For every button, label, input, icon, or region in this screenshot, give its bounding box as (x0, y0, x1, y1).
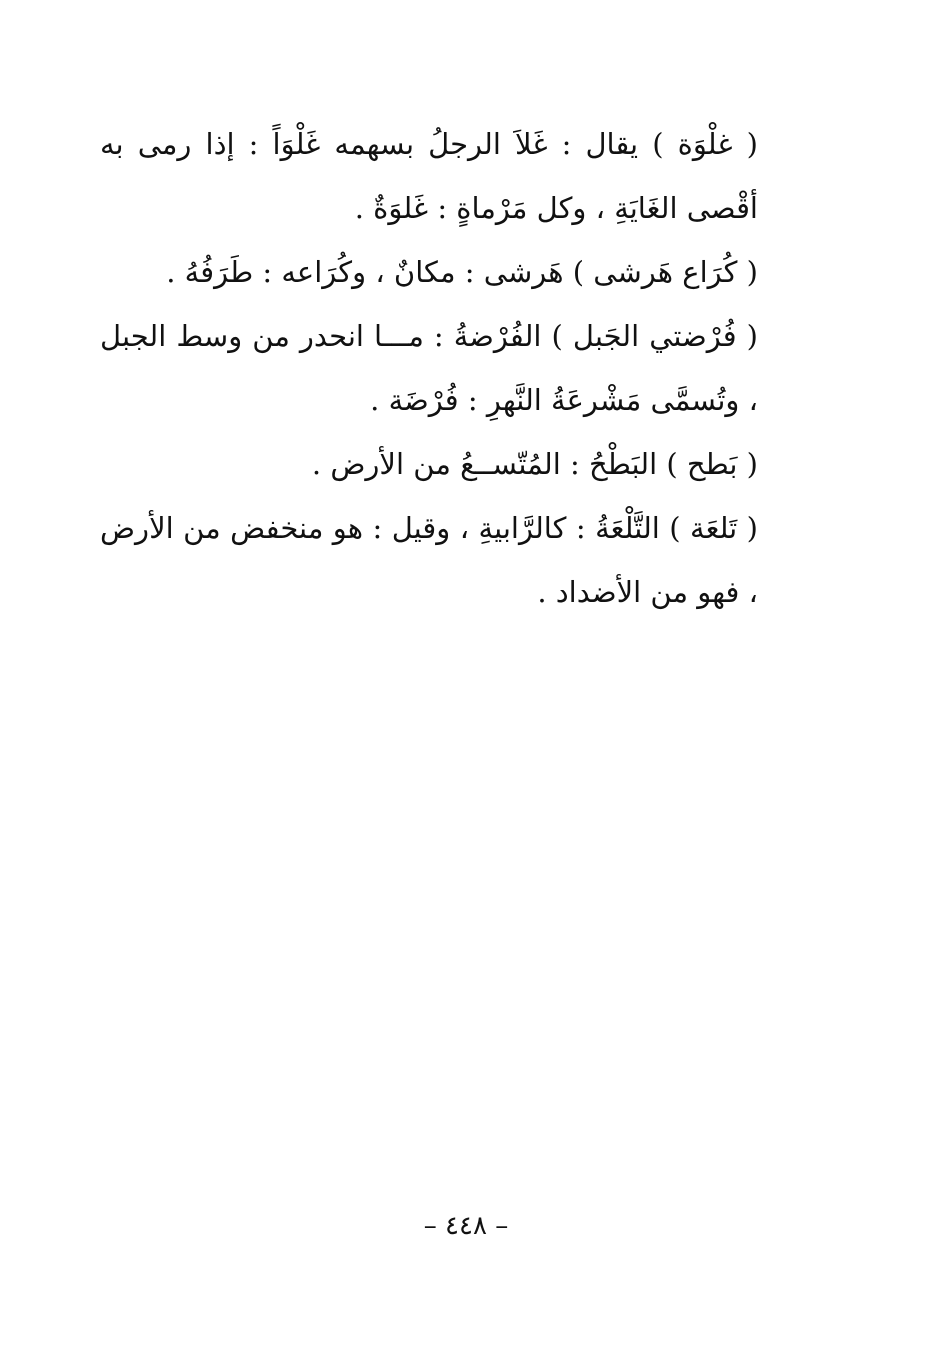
page-number: – ٤٤٨ – (423, 1211, 509, 1241)
entry-kura-harsha: ( كُرَاع هَرشى ) هَرشى : مكانٌ ، وكُرَاعه : طَرَفُهُ . (166, 255, 758, 289)
entry-furdat-al-jabal: ( فُرْضتي الجَبل ) الفُرْضةُ : مـــا انحدر من وسط الجبل ، وتُسمَّى مَشْرعَةُ النَّهرِ : فُرْضَة . (100, 319, 758, 417)
entry-batah: ( بَطح ) البَطْحُ : المُتّســعُ من الأرض . (311, 447, 758, 481)
entry-ghalwa: ( غلْوَة ) يقال : غَلاَ الرجلُ بسهمه غَلْوَاً : إذا رمى به أقْصى الغَايَةِ ، وكل مَرْماةٍ : غَلوَةٌ . (100, 127, 758, 225)
body-text (100, 112, 830, 624)
entry-tala: ( تَلعَة ) التَّلْعَةُ : كالرَّابيةِ ، وقيل : هو منخفض من الأرض ، فهو من الأضداد . (100, 511, 758, 609)
